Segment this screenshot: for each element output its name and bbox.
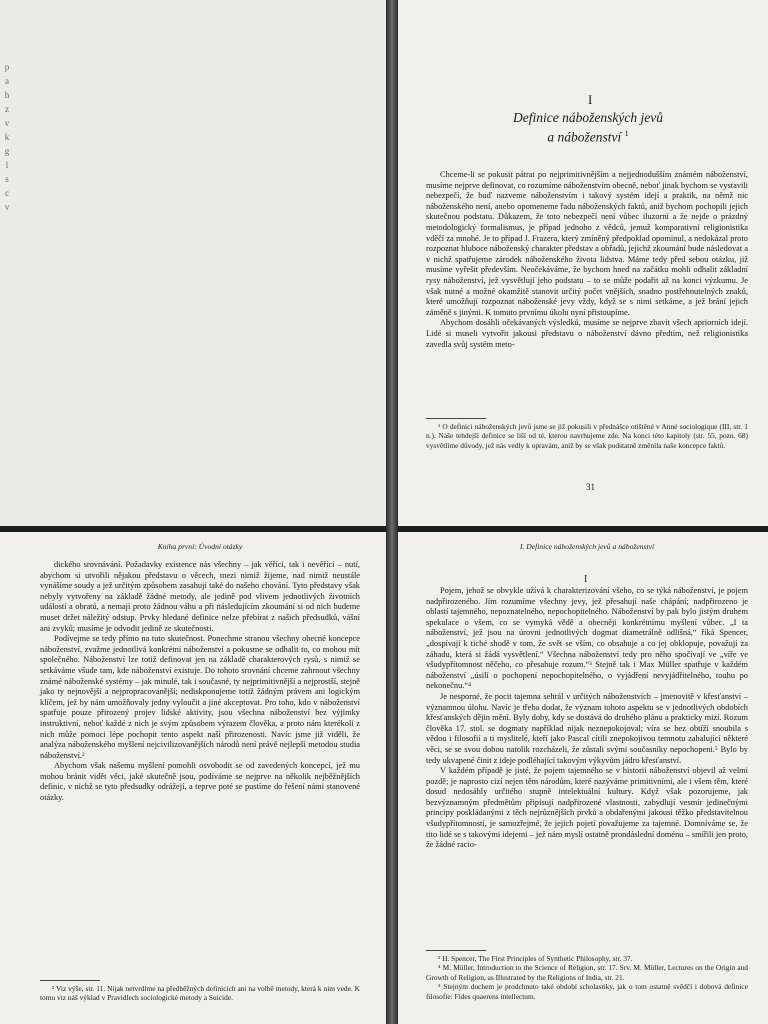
- paragraph: dického srovnávání. Požadavky existence nás všechny – jak věřící, tak i nevěřící – nutí, abychom si utvořili nějakou představu o věcech, mezi nimiž žijeme, nad nimiž neustále vynášíme soudy a jež určitým způsobem zasahují také do našeho chování. Tyto představy však nebyly vytvořeny na základě žádné metody, ale jedině pod vlivem jednotlivých životních událostí a obratů, a nemají proto žádnou váhu a při následujícím zkoumání si od nich budeme muset držet náležitý odstup. Prvky hledané definice nelze přebírat z našich předsudků, vášní ani zvyků; musíme je odvodit jedině ze skutečnosti.: [40, 560, 360, 633]
- edge-letter: v: [4, 202, 10, 212]
- paragraph: Pojem, jehož se obvykle užívá k charakterizování všeho, co se týká náboženství, je pojem nadpřirozeného. Jím rozumíme všechny jevy, jež přesahují naše chápání; nadpřirozeno je oblastí tajemného, nepoznatelného, nepochopitelného. Náboženství by pak bylo jistým druhem spekulace o všem, co se vymyká vědě a obecněji konkrétnímu myšlení vůbec. „I ta náboženství, jež jsou na úrovni jednotlivých dogmat diametrálně odlišná,“ říká Spencer, „dospívají k tiché shodě v tom, že svět se vším, co obsahuje a co jej obklopuje, považují za záhadu, která si žádá vysvětlení.“ Všechna náboženství tedy pro něho spočívají ve „víře ve všudypřítomnost něčeho, co přesahuje rozum.“³ Stejně tak i Max Müller spatřuje v každém náboženství „úsilí o pochopení nepochopitelného, o vyjádření nevyjádřitelného, touhu po nekonečnu.“⁴: [426, 586, 748, 691]
- footnote-text: ⁴ M. Müller, Introduction to the Science of Religion, str. 17. Srv. M. Müller, Lectures on the Origin and Growth of Religion, as Illustrated by the Religions of India, str. 21.: [426, 963, 748, 982]
- edge-letter: a: [5, 76, 9, 86]
- paragraph: Podívejme se tedy přímo na tuto skutečnost. Ponechme stranou všechny obecné koncepce náboženství, zvažme jednotlivá konkrétní náboženství a pokusme se odhalit to, co mohou mít společného. Náboženství lze totiž definovat jen na základě charakterových rysů, s nimiž se setkáváme všude tam, kde náboženství existuje. Do tohoto srovnání chceme zahrnout všechny známé náboženské systémy – jak minulé, tak i současné, ty nejprimitivnější a nejprostší, stejně jako ty nejnovější a nejpropracovanější; nediskponujeme totiž žádným právem ani logickým klíčem, jež by nám umožňovaly jedny vyloučit a jiné akceptovat. Pro toho, kdo v náboženství spatřuje pouze přirozený projev lidské aktivity, jsou všechna náboženství bez výjimky instruktivní, neboť každé z nich je svým způsobem výrazem člověka, a proto nám kterékoli z nich může pomoci lépe pochopit tento aspekt naší přirozenosti. Navíc jsme již viděli, že analýza náboženského myšlení nejcivilizovanějších národů není právě nejlepší metodou studia náboženství.²: [40, 634, 360, 760]
- running-head: I. Definice náboženských jevů a náboženství: [519, 542, 655, 551]
- chapter-title-line1: Definice náboženských jevů: [513, 110, 663, 125]
- paragraph: Chceme-li se pokusit pátrat po nejprimitivnějším a nejjednodušším známém náboženství, musíme nejprve definovat, co rozumíme náboženstvím obecně, neboť jinak bychom se vystavili nebezpečí, že buď nazveme náboženstvím i takový systém idejí a praktik, na němž nic náboženského není, anebo opomeneme řadu náboženských faktů, aniž bychom pochopili jejich skutečnou podstatu. Důkazem, že toto nebezpečí není vůbec iluzorní a že nejde o prázdný metodologický formalismus, je případ jednoho z vědců, jemuž komparativní religionistika vděčí za mnohé. Je to případ J. Frazera, který zmíněný předpoklad opominul, a nedokázal proto rozpoznat hluboce náboženský charakter představ a obřadů, jejichž zkoumání bude následovat a v nichž spatřujeme zárodek náboženského života lidstva. Máme tedy před sebou otázku, již musíme vyřešit především. Neočekáváme, že bychom hned na začátku mohli odhalit základní rysy náboženství, jež vysvětlují jeho podstatu – to se může podařit až na konci výzkumu. Je však nutné a možné okamžitě stanovit určitý počet vnějších, snadno postřehnutelných znaků, které umožňují rozpoznat náboženské jevy vždy, když se s nimi setkáme, a jež brání jejich záměně s jinými. K tomuto prvnímu úkolu nyní přistoupíme.: [426, 170, 748, 317]
- edge-letter: g: [4, 146, 10, 156]
- footnotes: [426, 954, 748, 1001]
- footnote-text: ¹ O definici náboženských jevů jsme se již pokusili v přednášce otištěné v Anné sociologique (III, str. 1 n.). Naše tehdejší definice se liší od té, kterou navrhujeme zde. Na konci této kapitoly (str. 55, pozn. 68) vysvětlíme důvody, jež nás vedly k opravám, aniž by se však podstatně změnila naše koncepce faktů.: [426, 422, 748, 450]
- section-number: I: [584, 574, 588, 585]
- edge-letter: h: [4, 90, 10, 100]
- edge-letter: c: [5, 188, 9, 198]
- paragraph: V každém případě je jisté, že pojem tajemného se v historii náboženství objevil až velmi pozdě; je naprosto cizí nejen těm národům, které nazýváme primitivními, ale i všem těm, které dosud nedosáhly určitého stupně intelektuální kultury. Když však pozorujeme, jak bezvýznamným předmětům připisují nadpřirozené vlastnosti, zabydlují vesmír jedinečnými principy poskládanými z těch nejrůznějších prvků a obdařenými jakousi těžko představitelnou všudypřítomností, je samozřejmé, že jejich pojetí považujeme za tajemné. Domníváme se, že tito lidé se s takovými idejemi – jež nám myslí ostatně prondáslední doménu – smířili jen proto, že žádné racio-: [426, 766, 748, 850]
- paragraph: Abychom dosáhli očekávaných výsledků, musíme se nejprve zbavit všech apriorních idejí. Lidé si museli vytvořit jakousi představu o náboženství dávno předtím, než religionistika zavedla svůj systém meto-: [426, 318, 748, 349]
- page-32: [0, 532, 386, 1024]
- footnote: [426, 422, 748, 450]
- body-text: [426, 586, 748, 851]
- footnote-text: ³ H. Spencer, The First Principles of Synthetic Philosophy, str. 37.: [438, 954, 633, 963]
- page-number: 31: [586, 482, 595, 492]
- chapter-number: I: [588, 92, 593, 107]
- footnote-rule: [426, 418, 486, 419]
- paragraph: Je nesporné, že pocit tajemna sehrál v určitých náboženstvích – jmenovitě v křesťanství – významnou úlohu. Navíc je třeba dodat, že význam tohoto aspektu se v jednotlivých obdobích křesťanských dějin mění. Byly doby, kdy se dostává do druhého plánu a prakticky mizí. Rozum člověka 17. stol. se dogmaty například nijak neznepokojoval; víra se bez obtíží snoubila s vědou i filosofií a ti myslitelé, kteří jako Pascal cítili znepokojivou temnotu zahalující některé věci, se se svou dobou natolik rozcházeli, že zůstali svými současníky nepochopeni.⁵ Bylo by tedy ukvapené činit z ideje podléhající takovým výkyvům jádro křesťanství.: [426, 691, 748, 765]
- footnote: [40, 984, 360, 1003]
- footnote-rule: [426, 950, 486, 951]
- edge-letter: s: [5, 174, 9, 184]
- book-gutter: [386, 0, 398, 1024]
- running-head: Kniha první: Úvodní otázky: [157, 542, 243, 551]
- page-31: [398, 0, 768, 526]
- page-33: [398, 532, 768, 1024]
- edge-letter: l: [5, 160, 9, 170]
- chapter-title-line2: a náboženství: [547, 129, 622, 145]
- adjacent-page-edge-top: [0, 60, 14, 214]
- footnote-text: ⁵ Stejným duchem je prodchnuto také období scholastiky, jak o tom ostatně svědčí i dobová definice filosofie: Fides quaerens intellectum.: [426, 982, 748, 1001]
- edge-letter: v: [4, 118, 10, 128]
- edge-letter: k: [4, 132, 10, 142]
- blank-facing-page: [0, 0, 386, 526]
- chapter-title: [458, 110, 718, 146]
- title-note-mark: 1: [624, 129, 629, 138]
- footnote-rule: [40, 980, 100, 981]
- body-text: [426, 170, 748, 350]
- edge-letter: p: [4, 62, 10, 72]
- paragraph: Abychom však našemu myšlení pomohli osvobodit se od zavedených koncepcí, jež mu mohou bránit vidět věci, jaké skutečně jsou, podíváme se nejprve na několik nejběžnějších definic, v nichž se tyto předsudky odrážejí, a teprve poté se pustíme do řešení námi stanovené otázky.: [40, 761, 360, 803]
- body-text: [40, 560, 360, 804]
- edge-letter: z: [5, 104, 9, 114]
- footnote-text: ² Viz výše, str. 11. Nijak netvrdíme na předběžných definicích ani na volbě metody, která k nim vede. K tomu viz náš výklad v Pravidlech sociologické metody a Suicide.: [40, 984, 360, 1003]
